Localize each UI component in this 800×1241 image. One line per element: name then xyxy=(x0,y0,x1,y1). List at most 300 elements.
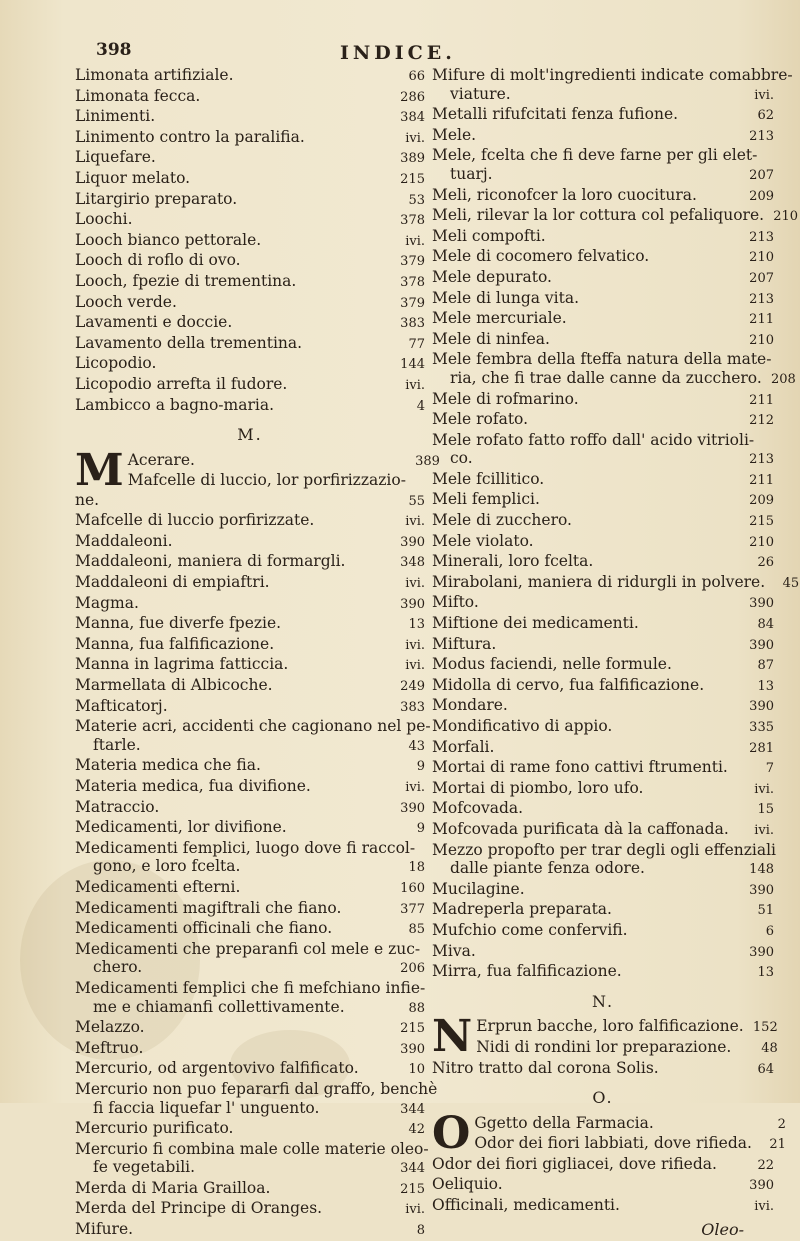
index-entry xyxy=(75,87,425,108)
index-entry xyxy=(432,655,774,676)
index-entry xyxy=(75,979,425,998)
entry-text: Meli femplici. xyxy=(432,490,540,509)
entry-text: dalle piante fenza odore. xyxy=(450,859,645,878)
index-entry xyxy=(75,818,425,839)
index-entry xyxy=(432,206,799,227)
entry-text: Manna, fue diverfe fpezie. xyxy=(75,614,282,633)
index-entry xyxy=(75,736,425,757)
section-first-entries xyxy=(432,1107,786,1159)
entry-text: Mirra, fua falfificazione. xyxy=(432,962,622,981)
entry-text: gono, e loro fcelta. xyxy=(93,857,241,876)
entry-text: Odor dei fiori labbiati, dove rifieda. xyxy=(474,1134,752,1153)
entry-page: 286 xyxy=(400,89,425,105)
entry-text: Acerare. xyxy=(127,450,195,469)
entry-page: 215 xyxy=(400,171,425,187)
entry-text: Licopodio. xyxy=(75,354,157,373)
entry-page: 48 xyxy=(761,1040,778,1056)
entry-text: Mirabolani, maniera di ridurgli in polvere. xyxy=(432,572,766,591)
entry-page: 77 xyxy=(408,336,425,352)
entry-page: 344 xyxy=(400,1161,425,1177)
entry-page: 389 xyxy=(400,151,425,167)
index-entry xyxy=(432,717,774,738)
entry-page: 212 xyxy=(749,413,774,429)
entry-text: Mucilagine. xyxy=(432,879,525,898)
index-entry xyxy=(75,655,425,676)
entry-text: Matraccio. xyxy=(75,797,160,816)
entry-text: Medicamenti che preparanfi col mele e zuc- xyxy=(75,939,421,958)
entry-page: 378 xyxy=(400,274,425,290)
entry-page: 210 xyxy=(749,534,774,550)
entry-text: Looch, fpezie di trementina. xyxy=(75,271,297,290)
index-entry xyxy=(432,289,774,310)
entry-text: ftarle. xyxy=(93,735,141,754)
entry-page: 210 xyxy=(749,250,774,266)
index-entry xyxy=(75,1220,425,1241)
index-entry xyxy=(75,334,425,355)
entry-page: 215 xyxy=(400,1181,425,1197)
entry-text: Mofcovada purificata dà la caffonada. xyxy=(432,819,729,838)
entry-text: Maddaleoni. xyxy=(75,531,173,550)
entry-page: 144 xyxy=(400,357,425,373)
entry-page: 390 xyxy=(749,944,774,960)
entry-text: Ggetto della Farmacia. xyxy=(474,1113,654,1132)
entry-page: 348 xyxy=(400,555,425,571)
entry-page: 66 xyxy=(408,69,425,84)
entry-page: 2 xyxy=(777,1116,786,1132)
entry-page: 10 xyxy=(408,1062,425,1078)
entry-text: Mele fcillitico. xyxy=(432,469,545,488)
index-entry xyxy=(432,431,774,450)
entry-text: viature. xyxy=(450,84,511,103)
entry-text: Modus faciendi, nelle formule. xyxy=(432,655,672,674)
entry-page: 390 xyxy=(400,800,425,816)
index-entry xyxy=(75,511,425,532)
entry-page: 42 xyxy=(408,1122,425,1138)
page-header xyxy=(0,40,800,68)
entry-page: ivi. xyxy=(405,658,425,674)
entry-text: Medicamenti, lor divifione. xyxy=(75,818,287,837)
entry-text: Miva. xyxy=(432,941,476,960)
entry-text: Manna in lagrima fatticcia. xyxy=(75,655,289,674)
index-entry xyxy=(432,900,774,921)
index-entry xyxy=(75,697,425,718)
index-entry xyxy=(432,247,774,268)
index-entry xyxy=(432,552,774,573)
index-entry xyxy=(432,820,774,841)
entry-text: Mifto. xyxy=(432,593,479,612)
index-entry xyxy=(432,758,774,779)
entry-text: Nitro tratto dal corona Solis. xyxy=(432,1058,659,1077)
entry-text: Mele violato. xyxy=(432,531,534,550)
index-entry xyxy=(75,231,425,252)
section-letter: M. xyxy=(237,425,263,445)
entry-text: Lambicco a bagno-maria. xyxy=(75,395,275,414)
entry-page: 13 xyxy=(757,965,774,981)
entry-text: Meli, riconofcer la loro cuocitura. xyxy=(432,185,697,204)
index-entry xyxy=(432,410,774,431)
entry-text: Mele mercuriale. xyxy=(432,309,567,328)
entry-text: Looch bianco pettorale. xyxy=(75,230,262,249)
entry-page: 208 xyxy=(770,371,796,387)
entry-page: 8 xyxy=(416,1223,425,1239)
entry-text: Mele rofato fatto roffo dall' acido vitrioli- xyxy=(432,430,755,449)
entry-text: Mele di zucchero. xyxy=(432,511,572,530)
entry-text: chero. xyxy=(93,958,143,977)
entry-text: Licopodio arrefta il fudore. xyxy=(75,374,288,393)
entry-page: 390 xyxy=(749,1178,774,1194)
entry-text: Mortai di rame fono cattivi ftrumenti. xyxy=(432,758,728,777)
entry-page: 43 xyxy=(408,738,425,754)
entry-text: Mifure. xyxy=(75,1220,134,1239)
entry-text: Mondificativo di appio. xyxy=(432,717,613,735)
section-letter: N. xyxy=(591,991,615,1011)
entry-page: ivi. xyxy=(405,233,425,249)
section-letter: O. xyxy=(592,1088,614,1108)
index-entry xyxy=(432,268,774,289)
index-entry xyxy=(476,1017,778,1038)
entry-text: Mele fembra della fteffa natura della mate- xyxy=(432,350,772,369)
entry-page: 211 xyxy=(749,312,774,328)
index-entry xyxy=(474,1134,786,1155)
entry-text: Mercurio, od argentovivo falfificato. xyxy=(75,1059,359,1078)
entry-text: Mafcelle di luccio, lor porfirizzazio- xyxy=(127,471,406,490)
index-entry xyxy=(75,1179,425,1200)
entry-page: 390 xyxy=(400,1041,425,1057)
entry-page: 6 xyxy=(765,923,774,939)
entry-text: Liquor melato. xyxy=(75,168,191,187)
index-entry xyxy=(432,841,774,860)
index-entry xyxy=(432,350,774,369)
entry-page: ivi. xyxy=(754,87,774,103)
index-entry xyxy=(75,1018,425,1039)
index-entry xyxy=(75,396,425,417)
index-entry xyxy=(75,1059,425,1080)
catchword: Oleo- xyxy=(701,1219,744,1239)
entry-page: 148 xyxy=(749,862,774,878)
entry-text: Manna, fua falfificazione. xyxy=(75,634,275,653)
index-entry xyxy=(75,1099,425,1120)
entry-text: Mele di lunga vita. xyxy=(432,288,580,307)
entry-text: Morfali. xyxy=(432,737,495,756)
entry-page: 206 xyxy=(400,961,425,977)
entry-page: ivi. xyxy=(405,377,425,393)
entry-page: ivi. xyxy=(405,514,425,530)
index-entry xyxy=(432,593,774,614)
section-first-entries xyxy=(432,1011,778,1063)
entry-text: Mifure di molt'ingredienti indicate comabbre- xyxy=(432,66,793,84)
entry-text: Litargirio preparato. xyxy=(75,189,238,208)
index-entry xyxy=(75,532,425,553)
entry-text: Maddaleoni di empiaftri. xyxy=(75,573,270,592)
index-entry xyxy=(432,227,774,248)
entry-text: Mele, fcelta che fi deve farne per gli elet- xyxy=(432,146,758,165)
entry-page: ivi. xyxy=(405,130,425,146)
entry-page: 390 xyxy=(749,882,774,898)
entry-text: Looch di roflo di ovo. xyxy=(75,251,241,270)
entry-page: ivi. xyxy=(405,576,425,592)
index-entry xyxy=(75,169,425,190)
entry-text: Mufchio come confervifi. xyxy=(432,920,628,939)
entry-text: Meli compofti. xyxy=(432,226,546,245)
entry-page: 15 xyxy=(757,802,774,818)
entry-page: 7 xyxy=(765,761,774,777)
entry-page: 281 xyxy=(749,740,774,756)
entry-text: Mele. xyxy=(432,125,477,144)
page-number: 398 xyxy=(96,40,132,60)
entry-page: 379 xyxy=(400,254,425,270)
entry-text: Mercurio non puo fepararfi dal graffo, benchè xyxy=(75,1079,438,1098)
entry-page: 45 xyxy=(782,575,800,591)
entry-text: Merda di Maria Grailloa. xyxy=(75,1178,271,1197)
entry-page: 13 xyxy=(408,617,425,633)
entry-page: 215 xyxy=(749,514,774,530)
index-entry xyxy=(75,899,425,920)
index-entry xyxy=(432,470,774,491)
entry-page: 390 xyxy=(749,596,774,612)
index-entry xyxy=(432,330,774,351)
entry-text: Loochi. xyxy=(75,210,133,229)
index-entry xyxy=(75,375,425,396)
index-entry xyxy=(432,1059,774,1080)
entry-page: 211 xyxy=(749,472,774,488)
index-entry xyxy=(75,1158,425,1179)
entry-text: Lavamenti e doccie. xyxy=(75,313,233,332)
index-entry xyxy=(432,85,774,106)
entry-text: Medicamenti femplici che fi mefchiano infie- xyxy=(75,978,426,997)
index-entry xyxy=(432,880,774,901)
entry-page: 390 xyxy=(749,699,774,715)
entry-text: Mercurio purificato. xyxy=(75,1119,234,1138)
index-entry xyxy=(432,511,774,532)
index-entry xyxy=(75,354,425,375)
entry-text: Meftruo. xyxy=(75,1038,144,1057)
entry-page: 62 xyxy=(757,108,774,124)
entry-text: Mofcovada. xyxy=(432,799,524,818)
entry-text: Mezzo propofto per trar degli ogli effenziali xyxy=(432,840,776,859)
entry-text: Materia medica che fia. xyxy=(75,756,261,775)
entry-text: Midolla di cervo, fua falfificazione. xyxy=(432,675,705,694)
entry-page: 84 xyxy=(757,617,774,633)
entry-page: 249 xyxy=(400,679,425,695)
entry-page: 9 xyxy=(416,759,425,775)
index-entry xyxy=(432,126,774,147)
index-entry xyxy=(75,66,425,87)
entry-text: fe vegetabili. xyxy=(93,1158,196,1177)
entry-text: Materie acri, accidenti che cagionano nel pe- xyxy=(75,717,431,736)
index-entry xyxy=(432,1175,774,1196)
index-entry xyxy=(432,921,774,942)
index-entry xyxy=(432,66,793,85)
index-entry xyxy=(75,491,425,512)
index-entry xyxy=(75,676,425,697)
index-entry xyxy=(75,919,425,940)
section-first-entries xyxy=(75,444,440,496)
index-entry xyxy=(75,958,425,979)
drop-cap: M xyxy=(75,444,124,496)
entry-page: 87 xyxy=(757,658,774,674)
entry-text: Limonata fecca. xyxy=(75,86,201,105)
entry-text: Miftura. xyxy=(432,634,497,653)
index-entry xyxy=(75,190,425,211)
index-entry xyxy=(75,614,425,635)
entry-page: 384 xyxy=(400,110,425,126)
entry-text: Meli, rilevar la lor cottura col pefaliquore. xyxy=(432,206,765,225)
entry-text: Nidi di rondini lor preparazione. xyxy=(476,1037,732,1056)
entry-page: 22 xyxy=(757,1157,774,1173)
index-entry xyxy=(432,146,774,165)
index-entry xyxy=(128,471,440,490)
entry-text: Maddaleoni, maniera di formargli. xyxy=(75,552,346,571)
entry-page: 379 xyxy=(400,295,425,311)
entry-text: ne. xyxy=(75,490,100,509)
index-entry xyxy=(432,368,796,390)
entry-page: 26 xyxy=(757,555,774,571)
index-entry xyxy=(432,449,774,470)
entry-text: Looch verde. xyxy=(75,292,177,311)
index-entry xyxy=(75,717,431,736)
index-entry xyxy=(75,148,425,169)
index-entry xyxy=(75,777,425,798)
index-entry xyxy=(75,210,425,231)
index-entry xyxy=(432,779,774,800)
entry-text: Melazzo. xyxy=(75,1018,145,1037)
entry-text: Mortai di piombo, loro ufo. xyxy=(432,778,644,797)
entry-page: 85 xyxy=(408,922,425,938)
index-entry xyxy=(432,572,800,594)
entry-page: 21 xyxy=(769,1137,786,1153)
index-entry xyxy=(432,962,774,983)
entry-page: 207 xyxy=(749,167,774,183)
entry-page: 210 xyxy=(773,209,799,225)
index-entry xyxy=(432,696,774,717)
index-entry xyxy=(432,490,774,511)
index-entry xyxy=(75,857,425,878)
index-entry xyxy=(432,635,774,656)
entry-text: tuarj. xyxy=(450,164,493,183)
entry-page: 207 xyxy=(749,270,774,286)
entry-page: 335 xyxy=(749,720,774,735)
index-entry xyxy=(75,594,425,615)
index-entry xyxy=(75,635,425,656)
entry-page: 64 xyxy=(757,1061,774,1077)
entry-page: 18 xyxy=(408,860,425,876)
entry-text: Marmellata di Albicoche. xyxy=(75,676,273,695)
index-entry xyxy=(75,1079,438,1099)
entry-text: Mafticatorj. xyxy=(75,696,168,715)
entry-page: 390 xyxy=(400,596,425,612)
entry-text: Merda del Principe di Oranges. xyxy=(75,1199,323,1218)
entry-page: 53 xyxy=(408,192,425,208)
drop-cap: N xyxy=(432,1011,473,1063)
index-entry xyxy=(75,878,425,899)
entry-page: ivi. xyxy=(754,781,774,797)
index-entry xyxy=(432,614,774,635)
entry-page: 390 xyxy=(749,637,774,653)
entry-text: Limonata artifiziale. xyxy=(75,66,234,84)
entry-page: 213 xyxy=(749,229,774,245)
left-column xyxy=(75,66,440,1241)
index-entry xyxy=(432,390,774,411)
entry-page: 9 xyxy=(416,821,425,837)
index-entry xyxy=(432,1155,774,1176)
entry-text: Mele di rofmarino. xyxy=(432,389,579,408)
entry-page: ivi. xyxy=(754,822,774,838)
entry-text: Linimenti. xyxy=(75,107,156,126)
index-entry xyxy=(75,573,425,594)
index-entry xyxy=(75,1039,425,1060)
entry-text: Miftione dei medicamenti. xyxy=(432,614,639,633)
entry-text: Linimento contro la paralifia. xyxy=(75,127,305,146)
entry-page: 152 xyxy=(752,1020,778,1036)
entry-text: Mercurio fi combina male colle materie oleo- xyxy=(75,1139,429,1158)
entry-text: Mele di ninfea. xyxy=(432,329,550,348)
index-entry xyxy=(75,756,425,777)
entry-text: Lavamento della trementina. xyxy=(75,333,303,352)
entry-page: 390 xyxy=(400,534,425,550)
entry-page: 211 xyxy=(749,392,774,408)
entry-page: 88 xyxy=(408,1000,425,1016)
entry-page: ivi. xyxy=(405,780,425,795)
entry-text: Mafcelle di luccio porfirizzate. xyxy=(75,511,315,530)
index-entry xyxy=(75,313,425,334)
index-entry xyxy=(75,251,425,272)
entry-page: ivi. xyxy=(405,637,425,653)
index-entry xyxy=(432,532,774,553)
index-entry xyxy=(75,798,425,819)
entry-text: Medicamenti magiftrali che fiano. xyxy=(75,898,342,917)
entry-text: Erprun bacche, loro falfificazione. xyxy=(476,1017,744,1036)
index-entry xyxy=(75,272,425,293)
entry-text: Medicamenti officinali che fiano. xyxy=(75,919,333,938)
entry-page: 4 xyxy=(416,398,425,414)
index-entry xyxy=(476,1038,778,1059)
index-entry xyxy=(432,799,774,820)
entry-text: Liquefare. xyxy=(75,148,156,167)
entry-text: Madreperla preparata. xyxy=(432,900,612,919)
entry-text: Medicamenti femplici, luogo dove fi raccol- xyxy=(75,838,416,857)
entry-text: co. xyxy=(450,449,473,468)
entry-page: 213 xyxy=(749,128,774,144)
entry-text: Mele di cocomero felvatico. xyxy=(432,247,650,266)
index-entry xyxy=(75,107,425,128)
index-entry xyxy=(432,859,774,880)
index-entry xyxy=(432,738,774,759)
entry-text: Medicamenti efterni. xyxy=(75,877,241,896)
index-entry xyxy=(474,1114,786,1135)
index-entry xyxy=(432,1196,774,1217)
entry-text: Odor dei fiori gigliacei, dove rifieda. xyxy=(432,1154,717,1173)
index-entry xyxy=(432,165,774,186)
entry-page: 389 xyxy=(415,453,440,469)
running-head: INDICE. xyxy=(340,42,456,64)
entry-page: 160 xyxy=(400,880,425,896)
index-entry xyxy=(432,942,774,963)
entry-text: me e chiamanfi collettivamente. xyxy=(93,997,345,1016)
index-entry xyxy=(75,1139,429,1159)
index-entry xyxy=(432,676,774,697)
entry-page: 209 xyxy=(749,493,774,509)
entry-page: ivi. xyxy=(405,1202,425,1218)
index-entry xyxy=(432,105,774,126)
entry-text: Materia medica, fua divifione. xyxy=(75,777,311,795)
entry-page: 55 xyxy=(408,493,425,509)
entry-page: 210 xyxy=(749,332,774,348)
entry-page: 51 xyxy=(757,903,774,919)
index-entry xyxy=(432,186,774,207)
index-entry xyxy=(75,1119,425,1140)
entry-page: 377 xyxy=(400,901,425,917)
entry-page: 378 xyxy=(400,213,425,229)
